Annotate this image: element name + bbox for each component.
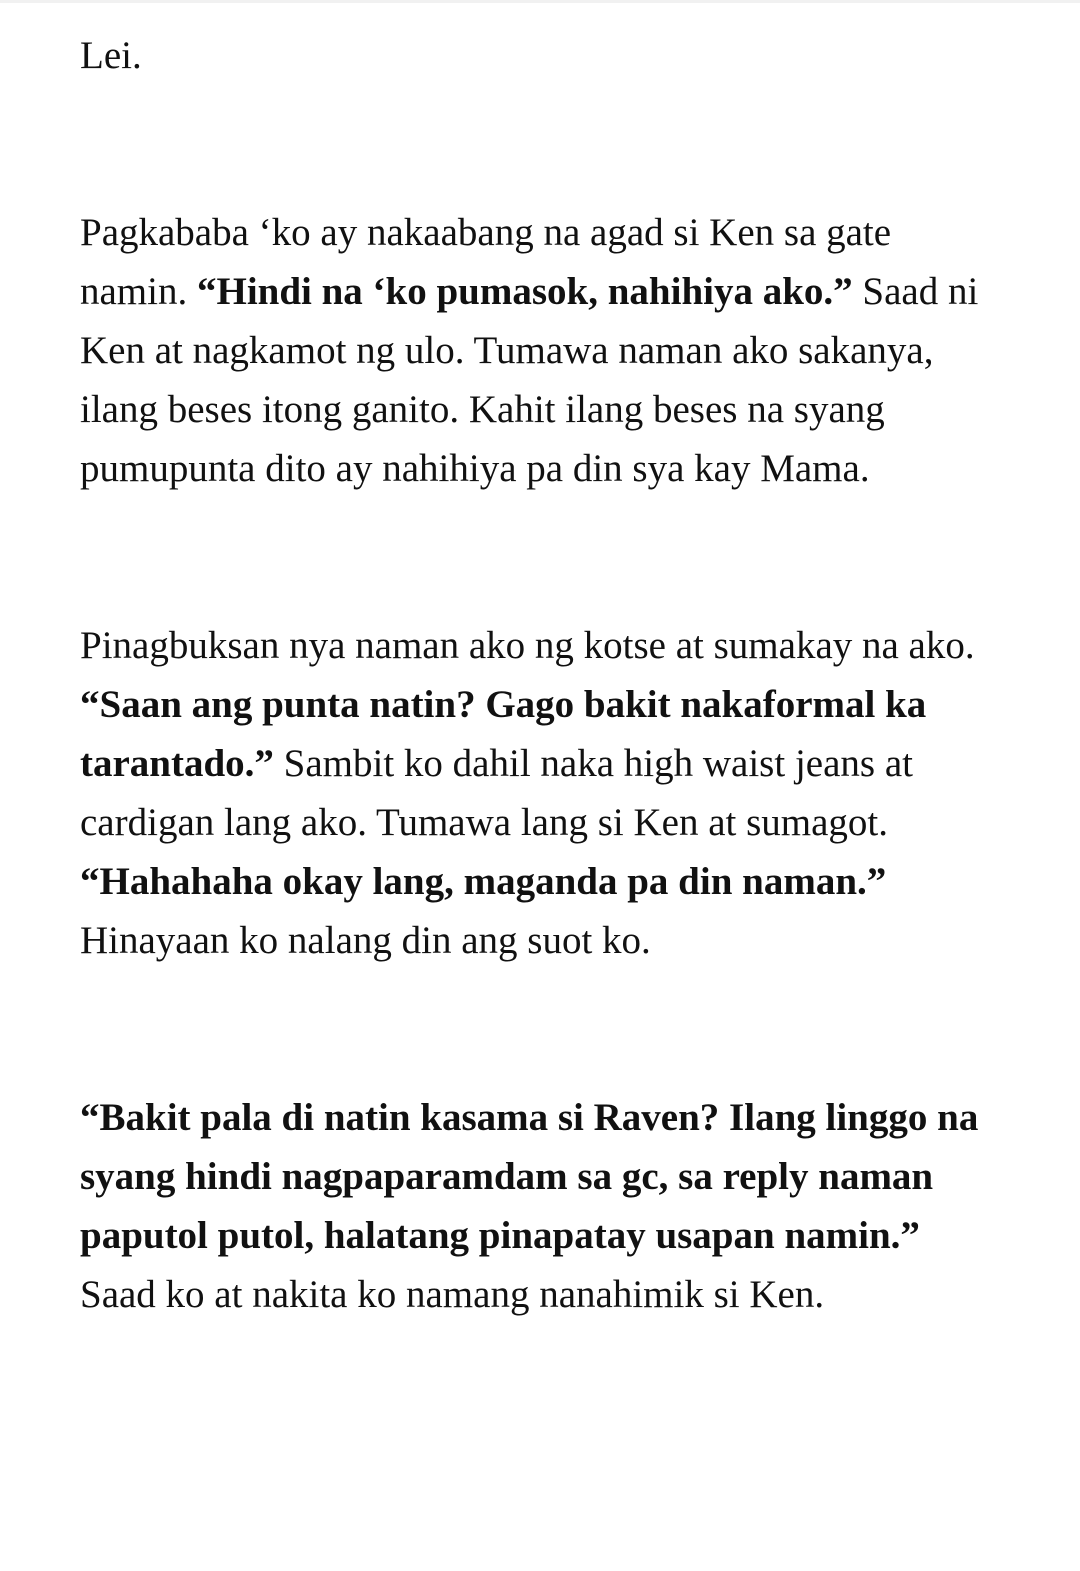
dialogue-text: “Hahahaha okay lang, maganda pa din naman.” — [80, 860, 887, 903]
narration-text: Pinagbuksan nya naman ako ng kotse at sumakay na ako. — [80, 624, 975, 667]
story-paragraph — [80, 203, 1005, 498]
story-text — [80, 26, 1005, 1324]
narration-text: Saad ko at nakita ko namang nanahimik si Ken. — [80, 1273, 825, 1316]
dialogue-text: “Saan ang punta natin? Gago bakit nakaformal ka tarantado.” — [80, 683, 927, 785]
story-paragraph — [80, 26, 1005, 85]
narration-text: Lei. — [80, 34, 142, 77]
narration-text: Hinayaan ko nalang din ang suot ko. — [80, 919, 651, 962]
narration-text: Saad ni Ken at nagkamot ng ulo. Tumawa naman ako sakanya, ilang beses itong ganito. Kahit ilang beses na syang pumupunta dito ay nahihiya pa din sya kay Mama. — [80, 270, 979, 490]
story-paragraph — [80, 616, 1005, 970]
dialogue-text: “Bakit pala di natin kasama si Raven? Ilang linggo na syang hindi nagpaparamdam sa gc, sa reply naman paputol putol, halatang pinapatay usapan namin.” — [80, 1096, 979, 1257]
narration-text: Sambit ko dahil naka high waist jeans at cardigan lang ako. Tumawa lang si Ken at sumagot. — [80, 742, 913, 844]
top-edge-divider — [0, 0, 1080, 3]
dialogue-text: “Hindi na ‘ko pumasok, nahihiya ako.” — [196, 270, 853, 313]
story-paragraph — [80, 1088, 1005, 1324]
narration-text: Pagkababa ‘ko ay nakaabang na agad si Ken sa gate namin. — [80, 211, 892, 313]
